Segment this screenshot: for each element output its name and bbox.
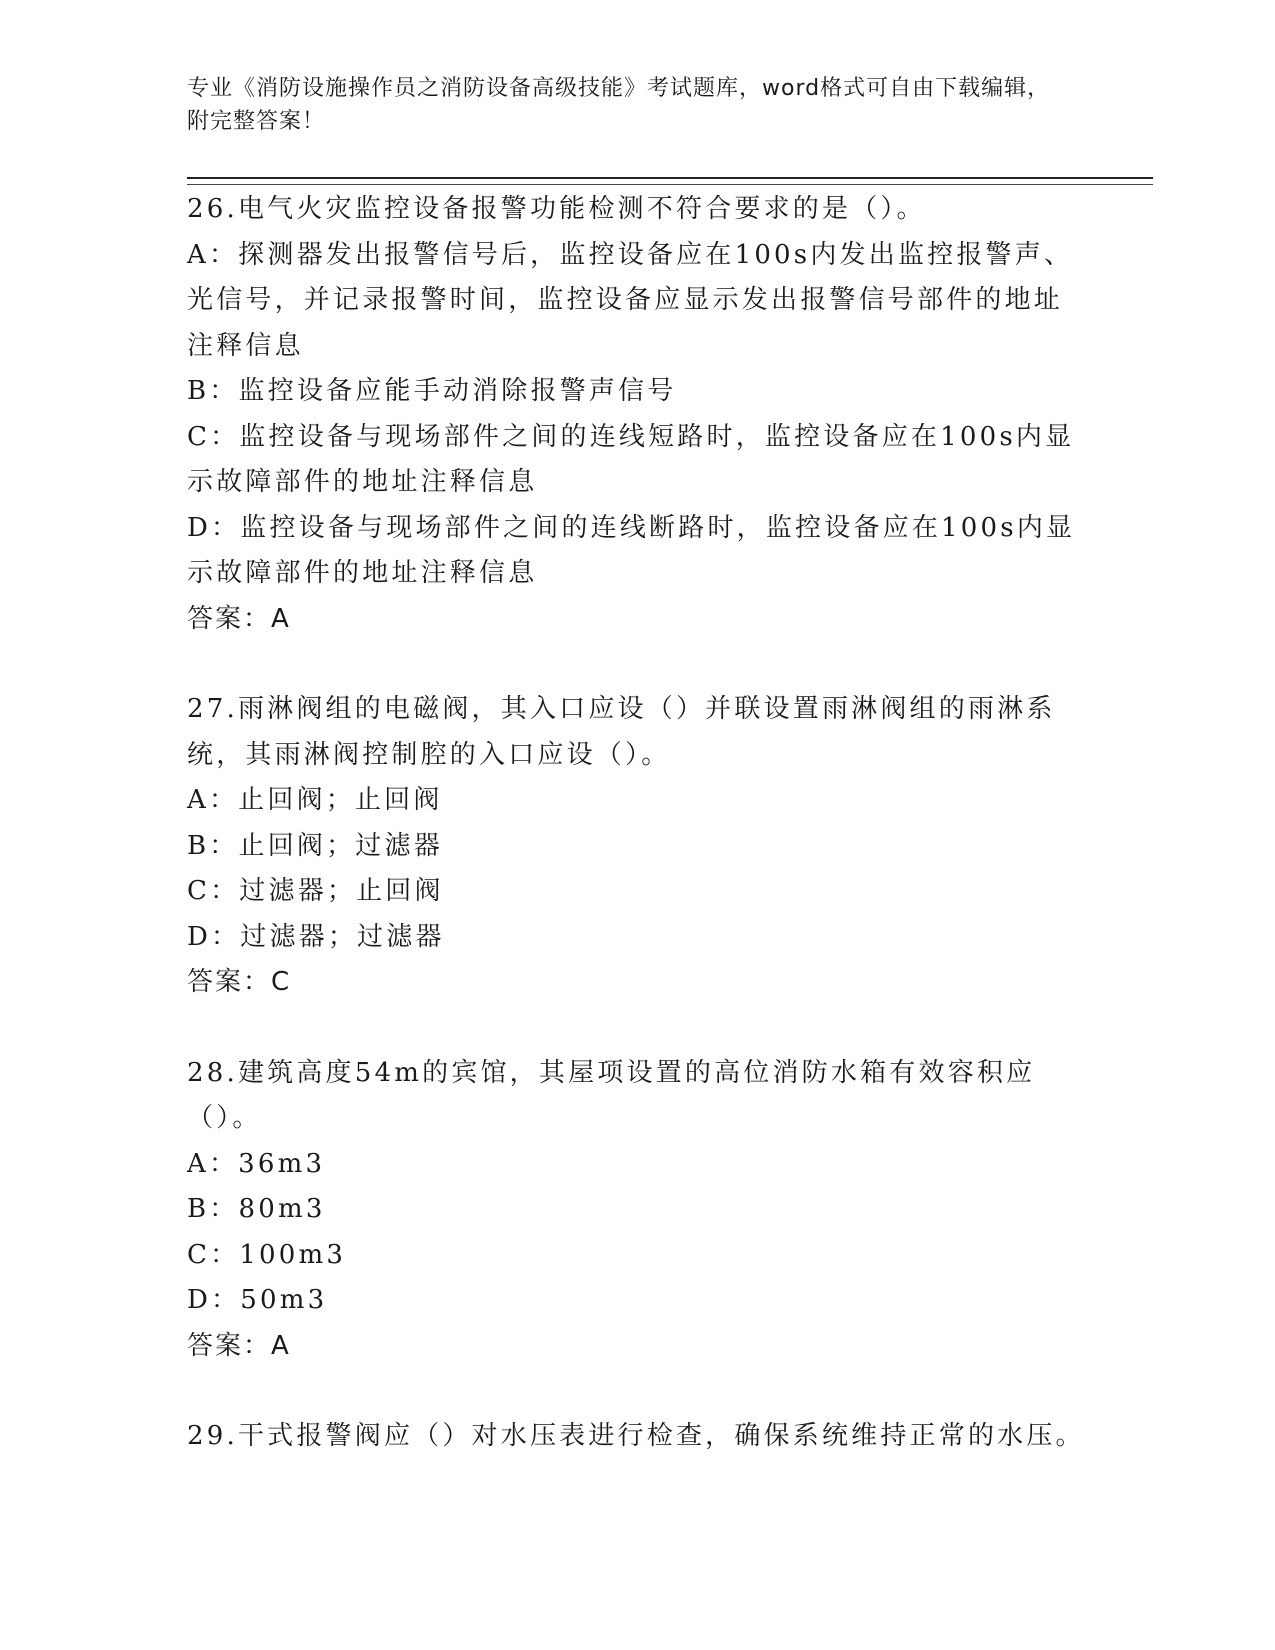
header-divider-thick (187, 177, 1153, 179)
question-spacer (187, 1369, 1087, 1414)
question-spacer (187, 1006, 1087, 1051)
option-d: D：过滤器；过滤器 (187, 921, 445, 952)
question-spacer (187, 642, 1087, 687)
question-stem: 26.电气火灾监控设备报警功能检测不符合要求的是（）。 (187, 194, 926, 224)
option-c: C：过滤器；止回阀 (187, 876, 444, 906)
header-divider-thin (187, 184, 1153, 185)
question-27 (187, 687, 1087, 1006)
answer-label: 答案：A (187, 603, 291, 634)
option-a: A：探测器发出报警信号后，监控设备应在100s内发出监控报警声、光信号，并记录报警时间，监控设备应显示发出报警信号部件的地址注释信息 (187, 239, 1074, 361)
question-list (187, 187, 1087, 1460)
option-b: B：监控设备应能手动消除报警声信号 (187, 376, 677, 406)
option-b: B：止回阀；过滤器 (187, 830, 443, 861)
question-26 (187, 187, 1087, 642)
question-stem: 28.建筑高度54m的宾馆，其屋项设置的高位消防水箱有效容积应（）。 (187, 1057, 1036, 1133)
document-header: 专业《消防设施操作员之消防设备高级技能》考试题库，word格式可自由下载编辑，附完整答案！ (187, 76, 1051, 134)
option-b: B：80m3 (187, 1194, 326, 1224)
option-d: D：50m3 (187, 1285, 328, 1315)
answer-label: 答案：C (187, 967, 292, 997)
question-stem: 29.干式报警阀应（）对水压表进行检查，确保系统维持正常的水压。 (187, 1421, 1085, 1451)
option-a: A：止回阀；止回阀 (187, 785, 443, 815)
answer-label: 答案：A (187, 1330, 291, 1361)
option-c: C：监控设备与现场部件之间的连线短路时，监控设备应在100s内显示故障部件的地址注释信息 (187, 421, 1075, 497)
option-d: D：监控设备与现场部件之间的连线断路时，监控设备应在100s内显示故障部件的地址注释信息 (187, 512, 1076, 588)
question-29 (187, 1414, 1087, 1460)
option-a: A：36m3 (187, 1148, 326, 1179)
question-28 (187, 1051, 1087, 1370)
option-c: C：100m3 (187, 1239, 347, 1270)
question-stem: 27.雨淋阀组的电磁阀，其入口应设（）并联设置雨淋阀组的雨淋系统，其雨淋阀控制腔的入口应设（）。 (187, 694, 1056, 770)
